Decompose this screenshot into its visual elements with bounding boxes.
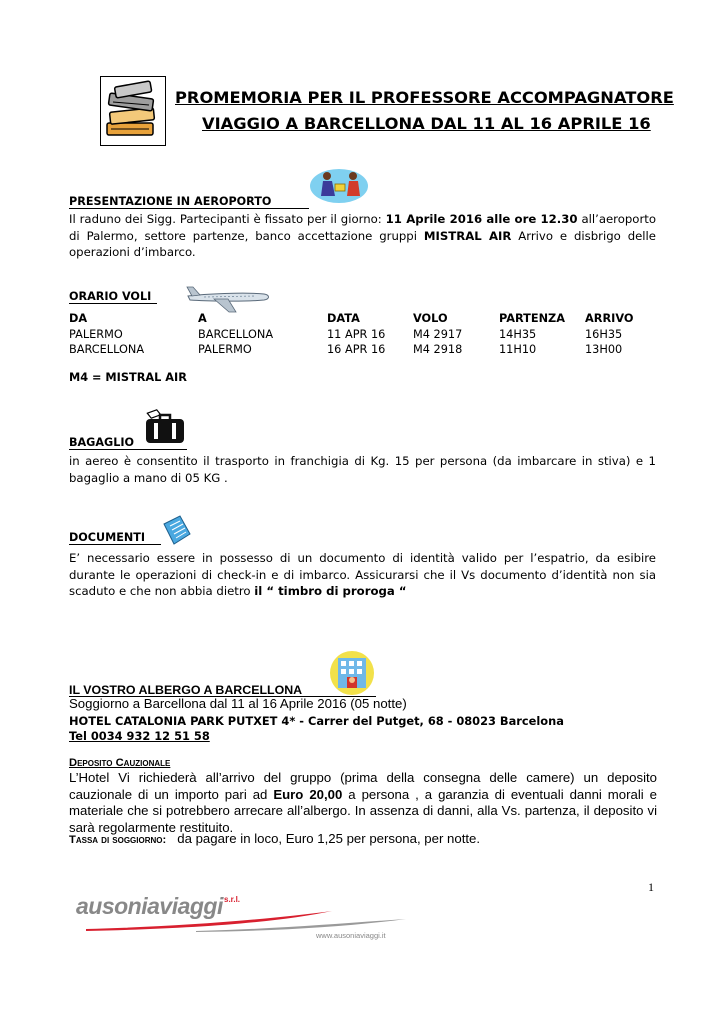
documenti-paragraph: E’ necessario essere in possesso di un documento di identità valido per l’espatrio, da esibire durante le operazioni di check-in e di imbarco. Assicurarsi che il Vs documento d’identità non sia scaduto e che non abbia dietro il “ timbro di proroga “ [69,551,656,598]
cell: 11H10 [499,343,537,356]
website-url: www.ausoniaviaggi.it [316,931,386,940]
table-header-row [69,312,655,328]
page-number: 1 [648,880,654,894]
heading-underline [69,449,187,450]
section-heading-bagaglio: BAGAGLIO [69,436,135,449]
airline-note: M4 = MISTRAL AIR [69,371,187,384]
cell: PALERMO [69,327,123,341]
heading-underline [69,544,161,545]
page-title-line-2: VIAGGIO A BARCELLONA DAL 11 AL 16 APRILE 16 [202,114,651,133]
aeroporto-paragraph: Il raduno dei Sigg. Partecipanti è fissato per il giorno: 11 Aprile 2016 alle ore 12.30 all’aeroporto di Palermo, settore partenze, banco accettazione gruppi MISTRAL AIR Arrivo e disbrigo delle operazioni d’imbarco. [69,212,656,259]
section-heading-deposito: Deposito Cauzionale [69,757,171,769]
col-header: DATA [327,312,360,325]
hotel-phone: Tel 0034 932 12 51 58 [69,729,210,743]
table-row [69,328,655,344]
cell: 13H00 [585,343,623,356]
stay-dates: Soggiorno a Barcellona dal 11 al 16 Aprile 2016 (05 notte) [69,696,407,711]
luggage-icon [140,409,188,445]
meeting-people-icon [309,166,369,204]
books-logo-box [100,76,166,146]
section-heading-aeroporto: PRESENTAZIONE IN AEROPORTO [69,195,272,208]
col-header: PARTENZA [499,312,565,325]
deposito-paragraph: L’Hotel Vi richiederà all’arrivo del gruppo (prima della consegna delle camere) un deposito cauzionale di un importo pari ad Euro 20,00 a persona , a garanzia di eventuali danni morali e materiale che si potrebbero arrecare all’albergo. In assenza di danni, alla Vs. partenza, il deposito vi sarà regolarmente restituito. [69,770,657,835]
section-heading-voli: ORARIO VOLI [69,290,152,303]
document-icon [160,514,192,546]
cell: 14H35 [499,327,537,341]
cell: M4 2918 [413,343,463,356]
brand-swoosh-icon [76,907,406,933]
brand-suffix: s.r.l. [224,895,241,904]
heading-underline [69,208,309,209]
heading-underline [69,303,157,304]
col-header: A [198,312,207,325]
tassa-text: da pagare in loco, Euro 1,25 per persona, per notte. [177,831,481,846]
page-title-line-1: PROMEMORIA PER IL PROFESSORE ACCOMPAGNATORE [175,88,674,107]
cell: BARCELLONA [69,343,145,356]
section-heading-documenti: DOCUMENTI [69,531,146,544]
tassa-line [69,831,480,846]
hotel-address: HOTEL CATALONIA PARK PUTXET 4* - Carrer del Putget, 68 - 08023 Barcelona [69,714,564,728]
cell: BARCELLONA [198,327,274,341]
section-heading-albergo: IL VOSTRO ALBERGO A BARCELLONA [69,683,303,697]
col-header: DA [69,312,88,325]
books-stack-icon [101,77,165,145]
col-header: ARRIVO [585,312,634,325]
cell: 16H35 [585,327,623,341]
bagaglio-paragraph: in aereo è consentito il trasporto in franchigia di Kg. 15 per persona (da imbarcare in stiva) e 1 bagaglio a mano di 05 KG . [69,454,656,485]
cell: PALERMO [198,343,252,356]
cell: 16 APR 16 [327,343,386,356]
tassa-label: Tassa di soggiorno: [69,834,167,846]
flights-table [69,312,655,359]
ausonia-viaggi-logo [76,893,406,943]
brand-text: ausoniaviaggi [76,893,223,919]
col-header: VOLO [413,312,448,325]
cell: M4 2917 [413,327,463,341]
table-row [69,343,655,359]
hotel-icon [328,650,376,696]
airplane-icon [184,284,272,314]
cell: 11 APR 16 [327,327,386,341]
